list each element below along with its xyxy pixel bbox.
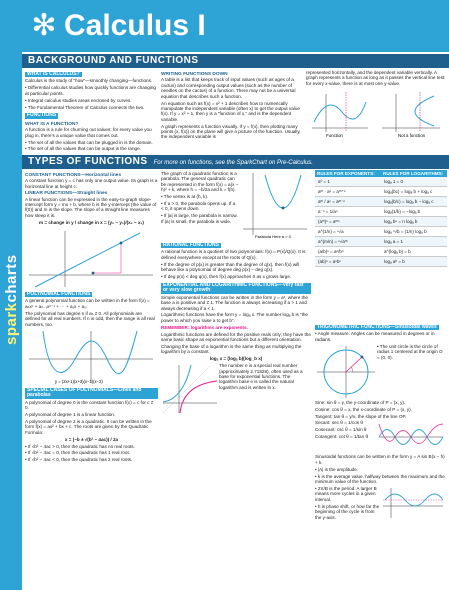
exponent-rule: a^(1/n) = ⁿ√a: [318, 229, 344, 234]
special-heading: SPECIAL CASES OF POLYNOMIALS—Lines and parabolas: [25, 388, 158, 399]
exp-log-graph: [161, 363, 219, 415]
exponential-text: Logarithmic functions have the form y = logₐ x. The number logₐ b is “the power to which you raise a to get b”.: [161, 312, 308, 323]
discriminant-bullet: • If √b² − 4ac < 0, then the quadratic has 2 real roots.: [25, 457, 133, 463]
sinusoidal-bullet: • 2π/B is the period. A larger B means more cycles in a given interval.: [315, 485, 377, 502]
logarithm-rule: logₐ aᵇ = b: [384, 259, 405, 264]
functions-bullet: • The set of all the values that can be output is the range.: [25, 146, 141, 152]
constant-heading: CONSTANT FUNCTIONS—Horizontal lines: [25, 173, 122, 178]
not-function-graph: [382, 92, 440, 138]
star-icon: ✻: [31, 8, 57, 43]
linear-graph: [25, 227, 158, 289]
sinusoidal-text: Sinusoidal functions can be written in the form y = A sin B(x − h) + k.: [315, 454, 445, 465]
logarithm-rule: logₐ ⁿ√b = (1/n) logₐ b: [384, 229, 427, 234]
functions-question: WHAT IS A FUNCTION?: [25, 121, 79, 127]
parabola-bullet: • If a > 0, the parabola opens up. If a < 0, it opens down.: [161, 201, 236, 212]
linear-heading: LINEAR FUNCTIONS—Straight lines: [25, 191, 108, 197]
sinusoidal-bullet: • k is the average value, halfway between the maximum and the minimum value of the function.: [315, 473, 445, 485]
rules-exponents-heading: RULES FOR EXPONENTS:: [317, 171, 375, 176]
logarithm-rule: logₐ bⁿ = n logₐ b: [384, 219, 418, 224]
what-is-bullet: • Integral calculus studies areas enclosed by curves.: [25, 97, 132, 103]
polynomial-caption: y = (2x+1)(x+3)(x−1)(x−2): [55, 378, 103, 384]
rational-heading: RATIONAL FUNCTIONS: [163, 242, 219, 248]
special-text: A polynomial of degree 2 is a quadratic. It can be written in the form f(x) = ax² + bx + c. The roots are given by the Quadratic Formula:: [25, 418, 152, 435]
parabola-caption: Parabola Here a > 0: [255, 234, 291, 239]
function-graph: [312, 92, 368, 138]
sine-definition: Sine: sin θ = y, the y-coordinate of P = (x, y).: [315, 399, 406, 405]
header: [22, 0, 449, 52]
change-of-base-equation: logₐ x = (logₐ b)(log_b x): [209, 356, 263, 362]
vertical-line-text: represented horizontally, and the dependent variable vertically. A graph represents a function as long as it passes the vertical line test: for every x-value, there is at most one y-value.: [306, 70, 446, 86]
exponential-heading: EXPONENTIAL AND LOGARITHMIC FUNCTIONS—Very fast or very slow growth: [161, 283, 311, 294]
trig-text: • Angle measure: Angles can be measured in degrees or in radians.: [315, 331, 435, 342]
exponent-rule: a⁻ⁿ = 1/aⁿ: [318, 209, 338, 214]
rule-row: [315, 217, 447, 227]
functions-text: A function is a rule for churning out values: for every value you plug in, there’s a unique value that comes out.: [25, 127, 152, 138]
unit-circle-graph: [315, 344, 377, 400]
vertical-line-column: [306, 70, 446, 154]
exponent-rule: a^(m/n) = ⁿ√aᵐ: [318, 239, 348, 244]
secant-definition: Secant: sec θ = 1/cos θ: [315, 420, 363, 426]
rule-row: [315, 187, 447, 197]
types-column-1: [25, 171, 158, 589]
functions-heading: FUNCTIONS: [27, 112, 57, 119]
rational-bullet: • If the degree of p(x) is greater than the degree of q(x), then f(x) will behave like a polynomial of degree deg p(x) − deg q(x).: [161, 261, 300, 273]
section-band-background: BACKGROUND AND FUNCTIONS: [22, 54, 449, 68]
exponential-text: Changing the base of a logarithm is the same thing as multiplying the logarithm by a constant.: [161, 344, 302, 355]
exponential-text: Simple exponential functions can be written in the form y = aˣ, where the base a is positive and ≠ 1. The function is always increasing if a > 1 and always decreasing if a < 1.: [161, 294, 308, 311]
polynomial-heading: POLYNOMIAL FUNCTIONS: [27, 291, 91, 298]
rule-row: [315, 257, 447, 267]
cotangent-definition: Cotangent: cot θ = 1/tan θ: [315, 434, 368, 440]
rule-row: [315, 197, 447, 207]
rule-row: [315, 207, 447, 217]
special-text: A polynomial of degree 0 is the constant function f(x) = c for c ≠ 0.: [25, 399, 154, 411]
logarithm-rule: logₐ(1/b) = −logₐ b: [384, 209, 421, 214]
polynomial-graph: [25, 329, 158, 385]
not-function-label: Not a function: [398, 132, 426, 138]
linear-text: A linear function can be expressed in the easy-to-graph slope-intercept form y = mx + b, where b is the y-intercept (the value of f(0)) and m is the slope. The slope of a straight line measures how steep it is.: [25, 196, 157, 218]
polynomial-text: A general polynomial function can be written in the form f(x) = aₙxⁿ + aₙ₋₁xⁿ⁻¹ + ··· + a₁x + a₀.: [25, 298, 150, 309]
page-title: Calculus I: [64, 9, 206, 42]
brand-logo: sparkcharts: [3, 254, 20, 346]
what-is-bullet: • Differential calculus studies how quickly functions are changing at particular points.: [25, 85, 156, 96]
parabola-graph: [239, 171, 309, 241]
parabola-bullet: • If |a| is large, the parabola is narrow. If |a| is small, the parabola is wide.: [161, 213, 238, 224]
rules-logarithms-heading: RULES FOR LOGARITHMS:: [383, 171, 444, 176]
exponent-rule: (a/b)ⁿ = aⁿ/bⁿ: [318, 249, 344, 254]
constant-text: A constant function y = c has only one output value. Its graph is a horizontal line at height c.: [25, 178, 158, 189]
quadratic-formula: x = (−b ± √(b² − 4ac)) / 2a: [64, 436, 119, 442]
cosecant-definition: Cosecant: csc θ = 1/sin θ: [315, 427, 367, 433]
trig-heading: TRIGONOMETRIC FUNCTIONS—Sinusoidal waves: [317, 324, 437, 330]
exponential-text: Logarithmic functions are defined for the positive reals only; they have the same basic shape as exponential functions but a different orientation.: [161, 331, 311, 343]
rule-row: [315, 177, 447, 187]
rules-table: [315, 170, 447, 320]
parabola-bullet: • The vertex is at (h, k).: [161, 194, 209, 200]
polynomial-text: The polynomial has degree n if aₙ ≠ 0. All polynomials are defined for all real numbers. If n is odd, then the range is all real numbers, too.: [25, 310, 155, 327]
logarithm-rule: a^(logₐ b) = b: [384, 249, 411, 254]
what-is-heading: WHAT IS CALCULUS?: [27, 71, 80, 77]
sidebar: [0, 0, 22, 590]
sinusoidal-bullet: • h is phase shift, or how far the beginning of the cycle is from the y-axis.: [315, 503, 380, 520]
vertical-line-test-figures: [306, 88, 446, 138]
exponent-rule: (aᵐ)ⁿ = aᵐⁿ: [318, 219, 340, 224]
sinusoidal-bullet: • |A| is the amplitude.: [315, 466, 359, 472]
exponent-rule: a⁰ = 1: [318, 179, 330, 184]
types-column-3: [315, 323, 447, 589]
writing-text: A graph represents a function visually. If y = f(x), then plotting many points (x, f(x)) on the plane will give a picture of the function. Usually, the independent variable is: [161, 123, 301, 140]
unit-circle-text: • The unit circle is the circle of radius 1 centered at the origin O = (0, 0).: [377, 343, 443, 360]
exponent-rule: aᵐ · aⁿ = aᵐ⁺ⁿ: [318, 189, 346, 194]
rule-row: [315, 247, 447, 257]
logarithm-rule: logₐ(bc) = logₐ b + logₐ c: [384, 189, 433, 194]
logarithm-rule: logₐ a = 1: [384, 239, 404, 244]
cosine-definition: Cosine: cos θ = x, the x-coordinate of P = (x, y).: [315, 406, 412, 412]
slope-equation: m = change in y / change in x = (y₂ − y₁)/(x₂ − x₁): [39, 219, 144, 225]
rule-row: [315, 227, 447, 237]
discriminant-bullet: • If √b² − 4ac = 0, then the quadratic has 1 real root.: [25, 450, 130, 456]
logarithm-rule: logₐ(b/c) = logₐ b − logₐ c: [384, 199, 434, 204]
section-band-types: TYPES OF FUNCTIONS For more on functions, see the SparkChart on Pre-Calculus.: [22, 155, 449, 169]
exponent-rule: aᵐ / aⁿ = aᵐ⁻ⁿ: [318, 199, 346, 204]
what-is-calculus-column: [25, 70, 158, 154]
parabola-text: The graph of a quadratic function is a parabola. The general quadratic can be represented in the form f(x) = a(x − h)² + k, where h = −b/2a and k = f(h).: [161, 171, 239, 193]
special-text: A polynomial of degree 1 is a linear function.: [25, 412, 116, 418]
discriminant-bullet: • If √b² − 4ac > 0, then the quadratic has no real roots.: [25, 443, 135, 449]
functions-bullet: • The set of all the values that can be plugged in is the domain.: [25, 139, 153, 145]
tangent-definition: Tangent: tan θ = y/x, the slope of the line OP.: [315, 413, 407, 419]
rational-text: A rational function is a quotient of two polynomials: f(x) = P(x)/Q(x). It is defined everywhere except at the roots of Q(x).: [161, 249, 306, 260]
remember-note: REMEMBER: logarithms are exponents.: [161, 324, 248, 330]
writing-text: An equation such as f(x) = x² + 1 describes how to numerically manipulate the independent variable (often x) to get the output value f(x). If y = x² + 1, then y is a “function of x,” and is the dependent variable.: [161, 100, 300, 122]
number-e-text: The number e is a special real number (approximately 2.71828), often used as a base for exponential functions. The logarithm base e is called the natural logarithm and is written ln x.: [219, 363, 303, 390]
writing-text: A table is a list that keeps track of input values (such as ages of a cactus) and corresponding output values (such as the number of needles on the cactus) of a function. There may not be a universal equation that describes such a function.: [161, 77, 296, 99]
trig-graphs: [377, 420, 445, 454]
rational-bullet: • If deg p(x) < deg q(x), then f(x) approaches 0 as x grows large.: [161, 274, 292, 280]
writing-heading: WRITING FUNCTIONS DOWN: [161, 72, 228, 77]
types-column-2: [161, 171, 311, 589]
sinusoid-graph: [381, 486, 445, 520]
function-label: Function: [326, 132, 343, 138]
what-is-bullet: • The Fundamental Theorem of Calculus connects the two.: [25, 104, 145, 110]
what-is-text: Calculus is the study of “how”—smoothly changing—functions.: [25, 78, 153, 84]
rule-row: [315, 237, 447, 247]
logarithm-rule: logₐ 1 = 0: [384, 179, 404, 184]
writing-functions-column: [161, 70, 303, 154]
exponent-rule: (ab)ⁿ = aⁿbⁿ: [318, 259, 342, 264]
